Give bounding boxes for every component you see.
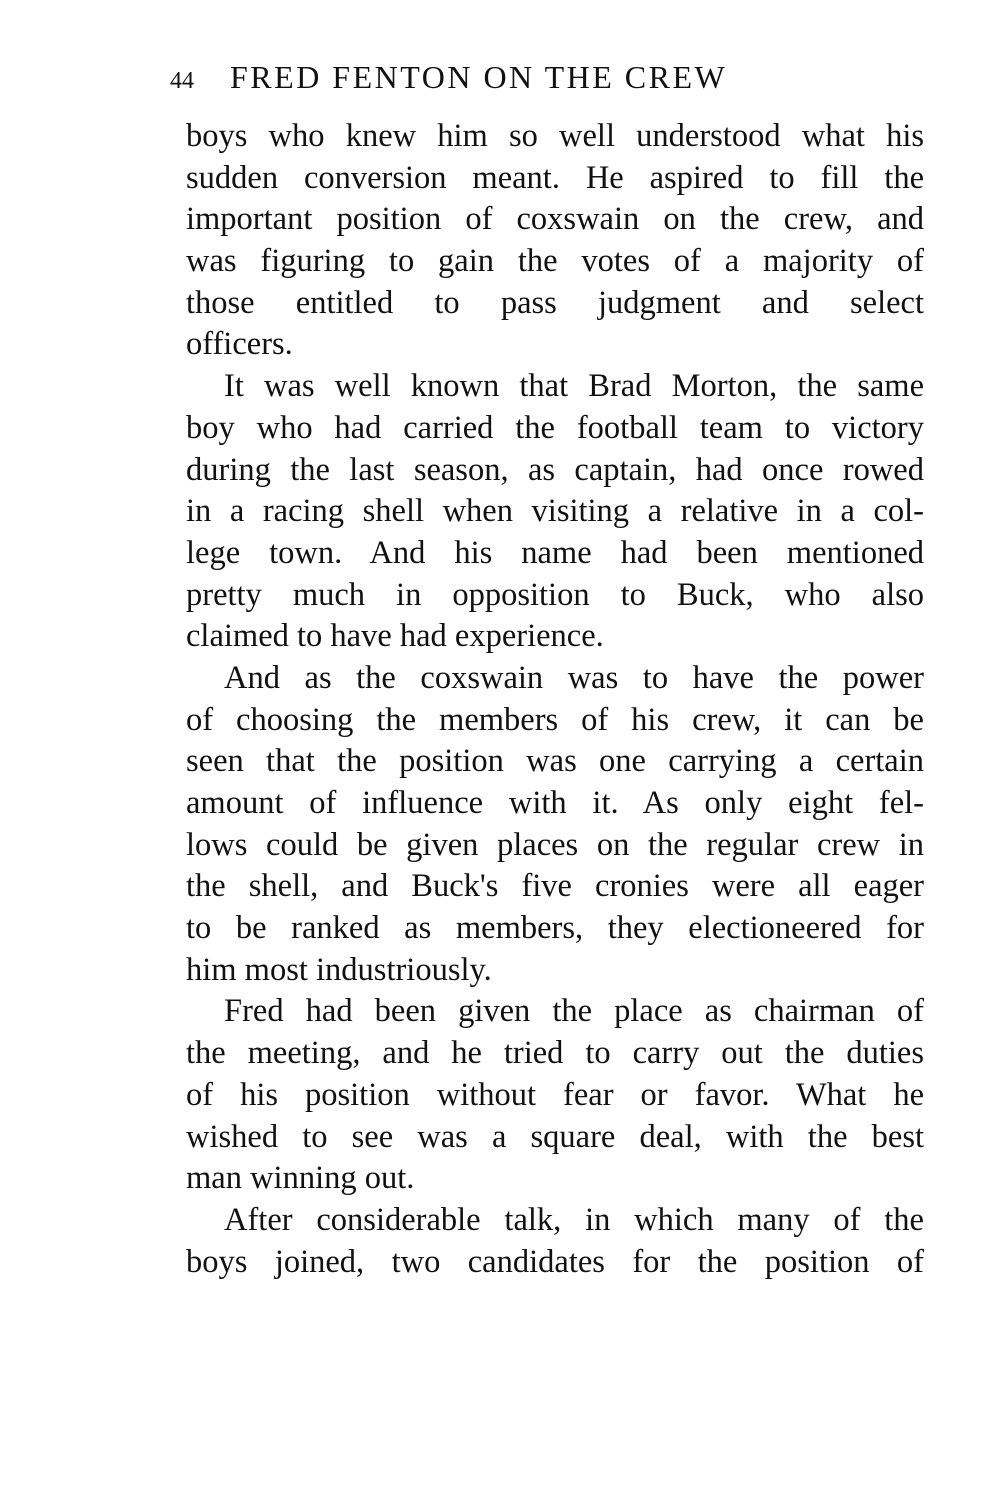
text-line: the meeting, and he tried to carry out the duties <box>186 1035 924 1072</box>
paragraph <box>186 1200 924 1283</box>
body-text <box>186 116 924 1283</box>
text-line: him most industriously. <box>186 951 492 988</box>
text-line: in a racing shell when visiting a relative in a col- <box>186 493 924 530</box>
text-line: It was well known that Brad Morton, the same <box>224 368 924 405</box>
text-line: lege town. And his name had been mentioned <box>186 534 924 571</box>
paragraph <box>186 116 924 366</box>
text-line: was figuring to gain the votes of a majority of <box>186 243 924 280</box>
text-line: during the last season, as captain, had once rowed <box>186 451 924 488</box>
text-line: claimed to have had experience. <box>186 618 604 655</box>
text-line: Fred had been given the place as chairman of <box>224 993 924 1030</box>
text-line: lows could be given places on the regular crew in <box>186 826 924 863</box>
text-line: boys who knew him so well understood what his <box>186 118 924 154</box>
text-line: to be ranked as members, they electioneered for <box>186 910 924 947</box>
text-line: officers. <box>186 326 293 363</box>
text-line: of his position without fear or favor. What he <box>186 1076 924 1113</box>
text-line: amount of influence with it. As only eight fel- <box>186 785 924 821</box>
text-line: boys joined, two candidates for the position of <box>186 1243 924 1280</box>
text-line: of choosing the members of his crew, it can be <box>186 701 924 738</box>
text-line: important position of coxswain on the crew, and <box>186 201 924 238</box>
text-line: boy who had carried the football team to victory <box>186 409 924 446</box>
running-head <box>170 52 930 102</box>
paragraph <box>186 658 924 992</box>
text-line: pretty much in opposition to Buck, who also <box>186 576 924 613</box>
page-number: 44 <box>170 68 194 94</box>
running-title: FRED FENTON ON THE CREW <box>230 59 728 95</box>
text-line: man winning out. <box>186 1160 415 1197</box>
text-line: those entitled to pass judgment and select <box>186 284 924 321</box>
text-line: sudden conversion meant. He aspired to fill the <box>186 159 924 196</box>
text-line: the shell, and Buck's five cronies were all eager <box>186 868 924 905</box>
paragraph <box>186 991 924 1199</box>
text-line: After considerable talk, in which many of the <box>224 1201 924 1238</box>
paragraph <box>186 366 924 658</box>
text-line: And as the coxswain was to have the power <box>224 659 924 696</box>
text-line: seen that the position was one carrying a certain <box>186 743 924 780</box>
text-line: wished to see was a square deal, with the best <box>186 1118 924 1155</box>
